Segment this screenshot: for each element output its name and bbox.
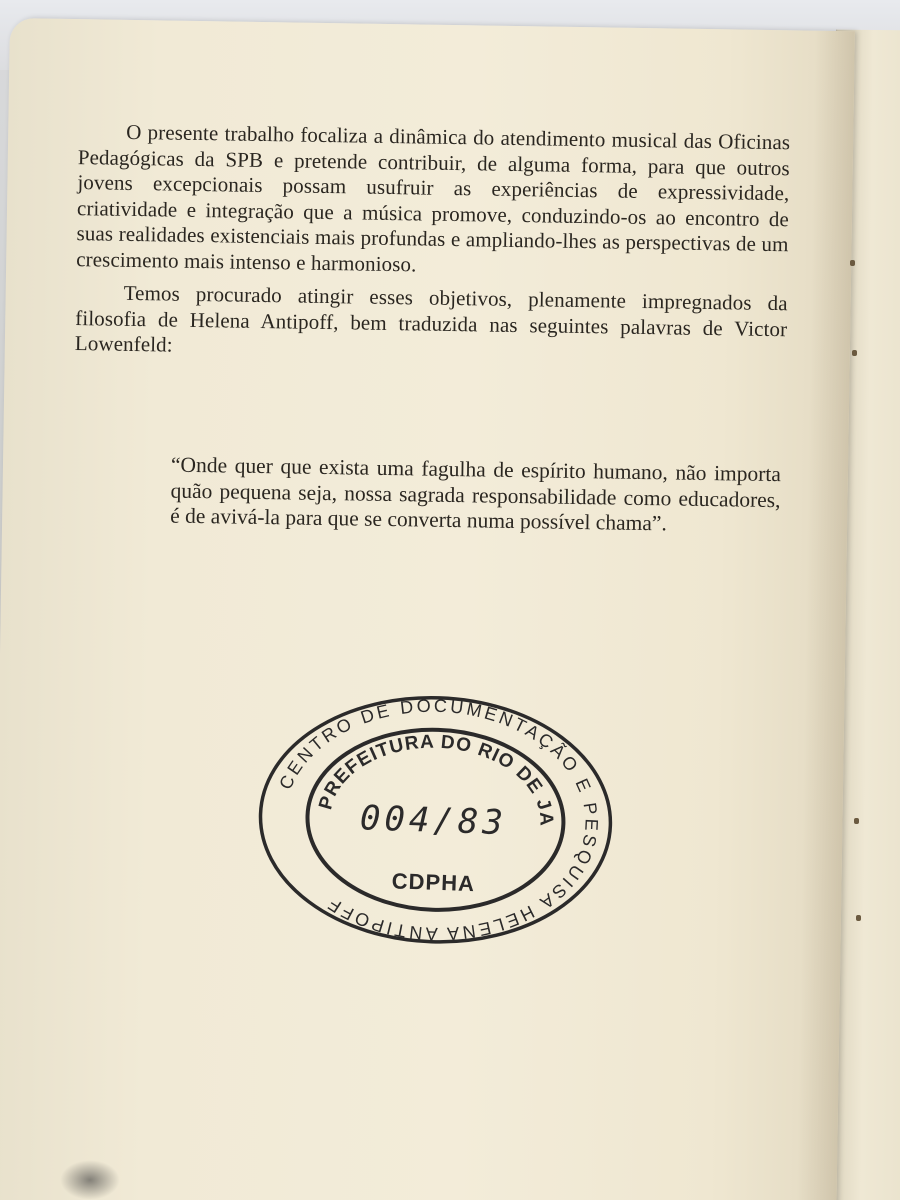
stamp-number: 004/83 xyxy=(359,798,508,844)
paragraph-2: Temos procurado atingir esses objetivos, plenamente impregnados da filosofia de Helena Antipoff, bem traduzida nas seguintes palavras de Victor Lowenfeld: xyxy=(74,280,788,357)
page-edge-marks xyxy=(848,250,860,950)
stamp-inner-text: PREFEITURA DO RIO DE JANEIRO xyxy=(251,667,557,828)
book-page xyxy=(0,18,855,1200)
library-stamp xyxy=(251,667,619,956)
finger-shadow xyxy=(60,1160,120,1200)
stamp-acronym: CDPHA xyxy=(391,868,476,897)
edge-speck xyxy=(850,260,855,266)
edge-speck xyxy=(852,350,857,356)
stamp-outer-text: CENTRO DE DOCUMENTAÇÃO E PESQUISA HELENA ANTIPOFF xyxy=(275,695,602,944)
edge-speck xyxy=(854,818,859,824)
block-quote: “Onde quer que exista uma fagulha de espírito humano, não importa quão pequena seja, nossa sagrada responsabilidade como educadores, é de avivá-la para que se converta numa possível chama”. xyxy=(170,452,782,536)
body-text xyxy=(75,119,791,376)
paragraph-1: O presente trabalho focaliza a dinâmica do atendimento musical das Oficinas Pedagógicas da SPB e pretende contribuir, de alguma forma, para que outros jovens excepcionais possam usufruir as experiências de expressividade, criatividade e integração que a música promove, conduzindo-os ao encontro de suas realidades existenciais mais profundas e ampliando-lhes as perspectivas de um crescimento mais intenso e harmonioso. xyxy=(76,119,791,276)
stamp-graphic xyxy=(251,667,619,956)
edge-speck xyxy=(856,915,861,921)
